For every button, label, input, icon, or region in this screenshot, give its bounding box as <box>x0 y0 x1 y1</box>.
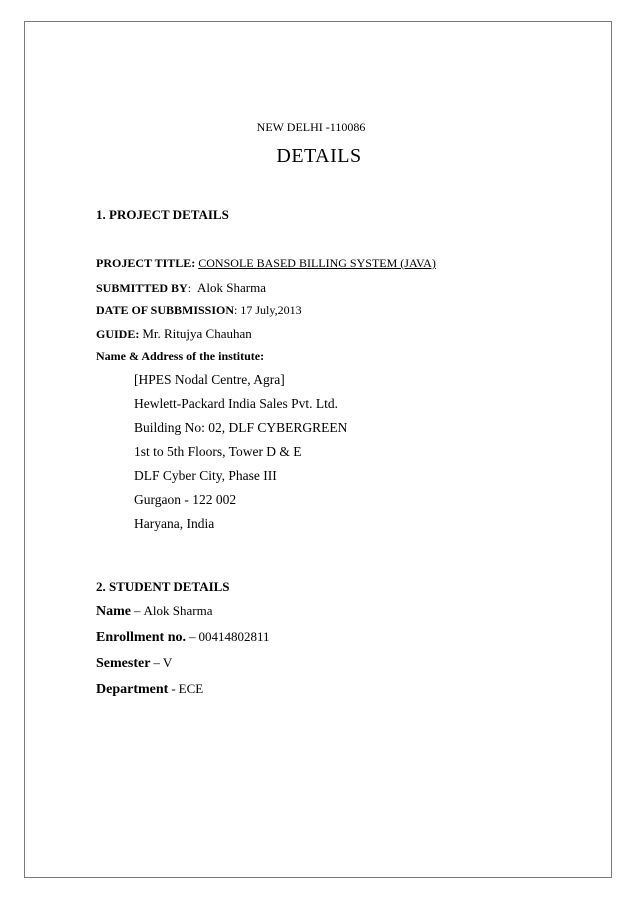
project-title-row <box>96 257 436 269</box>
student-name-row <box>96 604 212 619</box>
submitted-by-row <box>96 281 266 294</box>
semester-label: Semester <box>96 656 151 671</box>
enrollment-label: Enrollment no. <box>96 630 186 645</box>
page-title <box>0 146 638 166</box>
department-value: ECE <box>178 681 204 696</box>
submission-date-row <box>96 304 302 316</box>
address-line: 1st to 5th Floors, Tower D & E <box>134 444 302 459</box>
submitted-by-value: Alok Sharma <box>197 280 266 295</box>
address-line: Haryana, India <box>134 516 215 531</box>
semester-value: V <box>162 655 173 670</box>
enrollment-sep: – <box>188 629 196 644</box>
submitted-by-label: SUBMITTED BY <box>96 281 188 295</box>
guide-row <box>96 327 252 340</box>
submission-date-value: 17 July,2013 <box>240 303 302 317</box>
submission-date-label: DATE OF SUBBMISSION <box>96 303 235 317</box>
enrollment-value: 00414802811 <box>198 629 270 644</box>
guide-value: Mr. Ritujya Chauhan <box>142 326 252 341</box>
semester-sep: – <box>153 655 160 670</box>
project-section-heading: 1. PROJECT DETAILS <box>96 207 229 222</box>
submitted-by-sep: : <box>187 281 192 295</box>
address-line: Building No: 02, DLF CYBERGREEN <box>134 420 348 435</box>
submission-date-sep: : <box>234 303 238 317</box>
student-name-sep: – <box>134 603 141 618</box>
address-line: [HPES Nodal Centre, Agra] <box>134 372 285 387</box>
header-address-text: NEW DELHI -110086 <box>256 120 366 134</box>
student-section-heading: 2. STUDENT DETAILS <box>96 579 230 594</box>
address-line: Gurgaon - 122 002 <box>134 492 237 507</box>
semester-row <box>96 656 172 671</box>
page-title-text: DETAILS <box>276 145 362 167</box>
guide-label: GUIDE: <box>96 327 140 341</box>
address-line: Hewlett-Packard India Sales Pvt. Ltd. <box>134 396 338 411</box>
address-line: DLF Cyber City, Phase III <box>134 468 277 483</box>
student-name-value: Alok Sharma <box>143 603 213 618</box>
department-row <box>96 682 203 697</box>
project-title-label: PROJECT TITLE: <box>96 256 196 270</box>
enrollment-row <box>96 630 270 645</box>
institute-label: Name & Address of the institute: <box>96 349 265 363</box>
department-sep: - <box>171 681 176 696</box>
student-name-label: Name <box>96 604 131 619</box>
project-title-value: CONSOLE BASED BILLING SYSTEM (JAVA) <box>198 256 436 270</box>
header-address <box>0 121 638 133</box>
department-label: Department <box>96 682 169 697</box>
